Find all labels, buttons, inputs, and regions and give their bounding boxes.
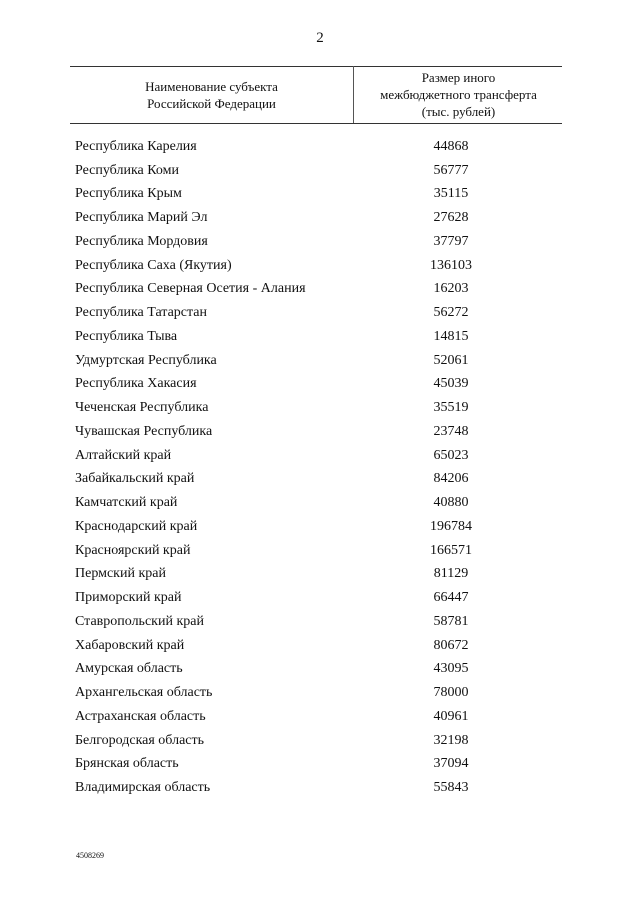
transfer-amount-cell: 23748 [433, 423, 469, 439]
subject-name-cell: Республика Хакасия [75, 376, 197, 392]
table-row [75, 705, 562, 729]
transfer-amount-cell: 56777 [433, 162, 469, 178]
table-row [75, 349, 562, 373]
table-row [75, 373, 562, 397]
subject-name-cell: Астраханская область [75, 708, 206, 724]
subject-name-cell: Республика Тыва [75, 328, 178, 344]
table-row [75, 468, 562, 492]
table-row [75, 254, 562, 278]
subject-name-cell: Пермский край [75, 566, 166, 582]
table-row [75, 135, 562, 159]
subject-name-cell: Ставропольский край [75, 613, 204, 629]
column-header-transfer-size [355, 69, 562, 120]
transfer-amount-cell: 136103 [430, 257, 472, 273]
subject-name-cell: Приморский край [75, 590, 182, 606]
table-row [75, 396, 562, 420]
subject-name-cell: Республика Мордовия [75, 233, 208, 249]
transfer-amount-cell: 166571 [430, 542, 472, 558]
table-header-top-rule [70, 66, 562, 67]
column-header-subject-name-line: Российской Федерации [147, 96, 276, 111]
table-row [75, 586, 562, 610]
table-row [75, 563, 562, 587]
table-row [75, 278, 562, 302]
transfer-amount-cell: 65023 [433, 447, 469, 463]
subject-name-cell: Республика Северная Осетия - Алания [75, 281, 306, 297]
transfer-amount-cell: 40880 [433, 495, 469, 511]
transfer-amount-cell: 45039 [433, 376, 469, 392]
subject-name-cell: Хабаровский край [75, 637, 185, 653]
subject-name-cell: Алтайский край [75, 447, 172, 463]
table-row [75, 658, 562, 682]
table-row [75, 776, 562, 800]
table-row [75, 681, 562, 705]
table-row [75, 444, 562, 468]
subject-name-cell: Республика Крым [75, 186, 182, 202]
table-body [75, 135, 562, 800]
subject-name-cell: Республика Татарстан [75, 305, 208, 321]
table-header-column-divider [353, 66, 354, 123]
table-row [75, 610, 562, 634]
column-header-transfer-size-line: Размер иного [421, 70, 496, 85]
transfer-amount-cell: 56272 [433, 305, 469, 321]
subject-name-cell: Брянская область [75, 756, 179, 772]
transfer-amount-cell: 66447 [433, 590, 469, 606]
column-header-subject-name [70, 78, 353, 112]
transfer-amount-cell: 32198 [433, 732, 469, 748]
document-code: 4508269 [76, 851, 104, 860]
table-row [75, 325, 562, 349]
subject-name-cell: Чувашская Республика [75, 423, 213, 439]
transfer-amount-cell: 35115 [433, 186, 469, 202]
transfer-amount-cell: 43095 [433, 661, 469, 677]
subject-name-cell: Республика Карелия [75, 138, 197, 154]
subject-name-cell: Владимирская область [75, 780, 211, 796]
transfer-amount-cell: 52061 [433, 352, 469, 368]
table-row [75, 491, 562, 515]
transfer-amount-cell: 81129 [433, 566, 469, 582]
transfer-amount-cell: 27628 [433, 210, 469, 226]
subject-name-cell: Амурская область [75, 661, 183, 677]
table-row [75, 729, 562, 753]
table-row [75, 159, 562, 183]
subject-name-cell: Республика Коми [75, 162, 179, 178]
table-row [75, 539, 562, 563]
subject-name-cell: Белгородская область [75, 732, 205, 748]
transfer-amount-cell: 55843 [433, 780, 469, 796]
transfer-amount-cell: 37094 [433, 756, 469, 772]
subject-name-cell: Камчатский край [75, 495, 178, 511]
table-row [75, 206, 562, 230]
table-row [75, 420, 562, 444]
subject-name-cell: Республика Саха (Якутия) [75, 257, 232, 273]
column-header-transfer-size-line: межбюджетного трансферта [380, 87, 537, 102]
transfer-amount-cell: 78000 [433, 685, 469, 701]
subject-name-cell: Забайкальский край [75, 471, 195, 487]
subject-name-cell: Удмуртская Республика [75, 352, 217, 368]
table-row [75, 753, 562, 777]
transfer-amount-cell: 80672 [433, 637, 469, 653]
table-header-bottom-rule [70, 123, 562, 124]
transfer-amount-cell: 14815 [433, 328, 469, 344]
transfer-amount-cell: 84206 [433, 471, 469, 487]
table-row [75, 183, 562, 207]
table-row [75, 634, 562, 658]
column-header-subject-name-line: Наименование субъекта [145, 79, 278, 94]
transfer-amount-cell: 35519 [433, 400, 469, 416]
subject-name-cell: Чеченская Республика [75, 400, 209, 416]
subject-name-cell: Красноярский край [75, 542, 191, 558]
transfer-amount-cell: 196784 [430, 518, 472, 534]
column-header-transfer-size-line: (тыс. рублей) [421, 104, 496, 119]
subject-name-cell: Республика Марий Эл [75, 210, 208, 226]
transfer-amount-cell: 40961 [433, 708, 469, 724]
transfer-amount-cell: 37797 [433, 233, 469, 249]
transfer-amount-cell: 44868 [433, 138, 469, 154]
table-row [75, 301, 562, 325]
transfer-amount-cell: 16203 [433, 281, 469, 297]
transfer-amount-cell: 58781 [433, 613, 469, 629]
page-number: 2 [316, 30, 324, 46]
subject-name-cell: Краснодарский край [75, 518, 198, 534]
subject-name-cell: Архангельская область [75, 685, 213, 701]
table-row [75, 230, 562, 254]
table-row [75, 515, 562, 539]
